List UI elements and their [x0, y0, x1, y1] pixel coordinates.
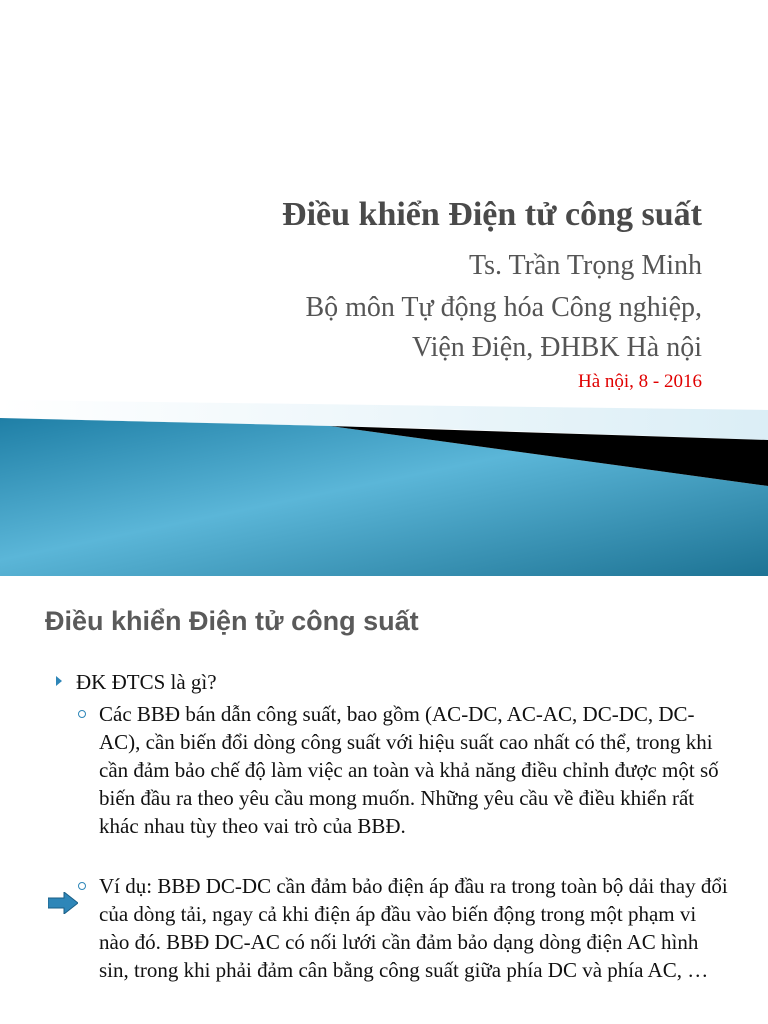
author-name: Ts. Trần Trọng Minh	[468, 250, 702, 281]
decorative-wave-band	[0, 400, 768, 576]
circle-bullet-icon	[78, 710, 86, 718]
triangle-bullet-icon	[56, 676, 62, 686]
department-line-2: Viện Điện, ĐHBK Hà nội	[412, 332, 702, 363]
sub-bullet-2	[78, 872, 728, 984]
sub-bullet-1	[78, 700, 728, 840]
right-arrow-icon	[48, 892, 78, 914]
content-slide-title: Điều khiển Điện tử công suất	[45, 606, 419, 636]
department-line-1: Bộ môn Tự động hóa Công nghiệp,	[305, 292, 702, 323]
sub-bullet-text: Các BBĐ bán dẫn công suất, bao gồm (AC-DC, AC-AC, DC-DC, DC-AC), cần biến đổi dòng công suất với hiệu suất cao nhất có thể, trong khi cần đảm bảo chế độ làm việc an toàn và khả năng điều chỉnh được một số biến đầu ra theo yêu cầu mong muốn. Những yêu cầu về điều khiển rất khác nhau tùy theo vai trò của BBĐ.	[99, 702, 719, 838]
circle-bullet-icon	[78, 882, 86, 890]
content-slide	[0, 576, 768, 1024]
slide-title: Điều khiển Điện tử công suất	[282, 196, 702, 233]
presentation-date: Hà nội, 8 - 2016	[577, 371, 702, 392]
bullet-text: ĐK ĐTCS là gì?	[76, 670, 217, 694]
sub-bullet-text: Ví dụ: BBĐ DC-DC cần đảm bảo điện áp đầu ra trong toàn bộ dải thay đổi của dòng tải, ngay cả khi điện áp đầu vào biến động trong một phạm vi nào đó. BBĐ DC-AC có nối lưới cần đảm bảo dạng dòng điện AC hình sin, trong khi phải đảm cân bằng công suất giữa phía DC và phía AC, …	[99, 874, 728, 982]
